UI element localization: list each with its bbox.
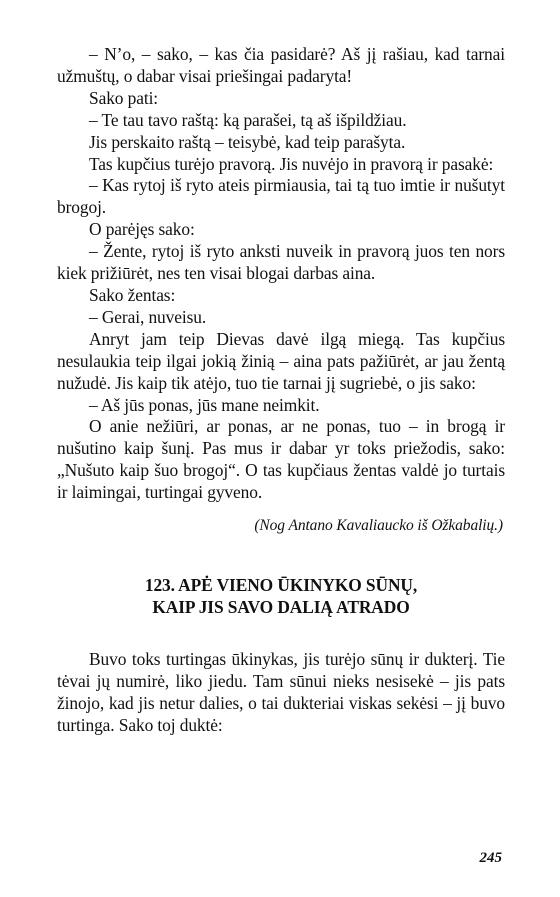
- heading-spacer: [57, 618, 505, 649]
- paragraph: – Kas rytoj iš ryto ateis pirmiausia, tai tą tuo imtie ir nušutyt brogoj.: [57, 175, 505, 218]
- story-heading-line-2: KAIP JIS SAVO DALIĄ ATRADO: [152, 596, 410, 617]
- paragraph: Anryt jam teip Dievas davė ilgą miegą. Tas kupčius nesulaukia teip ilgai jokią žinią – aina pats pažiūrėt, ar jau žentą nužudė. Jis kaip tik atėjo, tuo tie tarnai jį sugriebė, o jis sako:: [57, 328, 505, 393]
- source-attribution: (Nog Antano Kavaliaucko iš Ožkabalių.): [254, 517, 503, 535]
- paragraph: – N’o, – sako, – kas čia pasidarė? Aš jį rašiau, kad tarnai užmuštų, o dabar visai priešingai padaryta!: [57, 44, 505, 86]
- paragraph: O anie nežiūri, ar ponas, ar ne ponas, tuo – in brogą ir nušutino kaip šunį. Pas mus ir dabar yr toks priežodis, sako: „Nušuto kaip šuo brogoj“. O tas kupčiaus žentas valdė jo turtais ir laimingai, turtingai gyveno.: [57, 416, 505, 503]
- paragraph: Sako žentas:: [89, 284, 176, 305]
- paragraph: O parėjęs sako:: [89, 219, 195, 240]
- paragraph: Tas kupčius turėjo pravorą. Jis nuvėjo in pravorą ir pasakė:: [89, 153, 494, 174]
- page-number: 245: [479, 850, 502, 866]
- paragraph: Buvo toks turtingas ūkinykas, jis turėjo sūnų ir dukterį. Tie tėvai jų numirė, liko jiedu. Tam sūnui nieks nesisekė – jis pats žinojo, kad jis netur dalies, o tai dukteriai viskas sekėsi – jį buvo turtinga. Sako toj duktė:: [57, 649, 505, 735]
- story-heading-line-1: 123. APĖ VIENO ŪKINYKO SŪNŲ,: [144, 575, 418, 596]
- paragraph: – Te tau tavo raštą: ką parašei, tą aš išpildžiau.: [89, 109, 407, 130]
- story-heading: [57, 575, 505, 618]
- paragraph: – Aš jūs ponas, jūs mane neimkit.: [89, 394, 320, 415]
- new-story-text: [57, 649, 505, 737]
- story-continuation: [57, 44, 505, 504]
- paragraph: – Žente, rytoj iš ryto anksti nuveik in pravorą juos ten nors kiek prižiūrėt, nes ten visai blogai darbas aina.: [57, 241, 505, 284]
- paragraph: – Gerai, nuveisu.: [89, 306, 207, 327]
- paragraph: Jis perskaito raštą – teisybė, kad teip parašyta.: [89, 131, 406, 152]
- paragraph: Sako pati:: [89, 87, 159, 108]
- page-body: [57, 44, 505, 737]
